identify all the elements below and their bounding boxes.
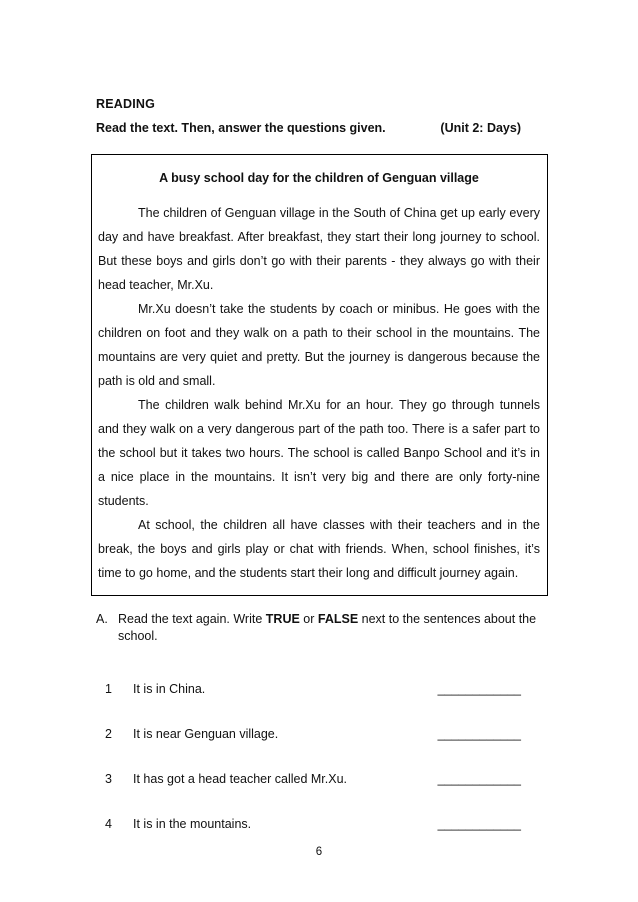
instruction-row [96, 121, 542, 135]
passage-paragraph-1: The children of Genguan village in the South of China get up early every day and have breakfast. After breakfast, they start their long journey to school. But these boys and girls don’t go with their parents - they always go with their head teacher, Mr.Xu. [98, 206, 540, 292]
prompt-lead: Read the text again. Write [118, 612, 266, 626]
passage-title: A busy school day for the children of Genguan village [159, 171, 479, 185]
question-item-4 [96, 817, 542, 831]
question-item-3 [96, 772, 542, 786]
passage-paragraph-4: At school, the children all have classes with their teachers and in the break, the boys and girls play or chat with friends. When, school finishes, it’s time to go home, and the students start their long and difficult journey again. [98, 518, 540, 580]
question-text: It has got a head teacher called Mr.Xu. [133, 772, 348, 786]
question-text: It is in China. [133, 682, 206, 696]
exercise-a-label: A. [96, 612, 108, 626]
prompt-or: or [299, 612, 318, 626]
question-text: It is near Genguan village. [133, 727, 279, 741]
keyword-false: FALSE [317, 612, 359, 626]
answer-blank[interactable]: ____________ [437, 817, 521, 831]
section-heading: READING [96, 97, 156, 111]
exercise-a-prompt-row [96, 611, 542, 645]
reading-passage-box [91, 154, 548, 596]
prompt-tail: next to the sentences about the school. [118, 612, 537, 643]
question-number: 1 [105, 682, 112, 696]
passage-paragraph-3: The children walk behind Mr.Xu for an hour. They go through tunnels and they walk on a very dangerous part of the path too. There is a safer part to the school but it takes two hours. The school is called Banpo School and it’s in a nice place in the mountains. It isn’t very big and there are only forty-nine students. [98, 398, 540, 508]
question-number: 4 [105, 817, 112, 831]
exercise-a [96, 611, 542, 831]
answer-blank[interactable]: ____________ [437, 727, 521, 741]
question-number: 2 [105, 727, 112, 741]
page-footer [0, 846, 638, 858]
question-number: 3 [105, 772, 112, 786]
passage-paragraph-2: Mr.Xu doesn’t take the students by coach or minibus. He goes with the children on foot and they walk on a path to their school in the mountains. The mountains are very quiet and pretty. But the journey is dangerous because the path is old and small. [98, 302, 540, 388]
answer-blank[interactable]: ____________ [437, 682, 521, 696]
exercise-a-prompt [118, 611, 538, 645]
question-item-2 [96, 727, 542, 741]
unit-label: (Unit 2: Days) [440, 121, 521, 135]
page-number: 6 [315, 846, 323, 858]
question-list [96, 682, 542, 831]
keyword-true: TRUE [265, 612, 300, 626]
answer-blank[interactable]: ____________ [437, 772, 521, 786]
question-item-1 [96, 682, 542, 696]
question-text: It is in the mountains. [133, 817, 252, 831]
instruction-text: Read the text. Then, answer the questions given. [96, 121, 386, 135]
